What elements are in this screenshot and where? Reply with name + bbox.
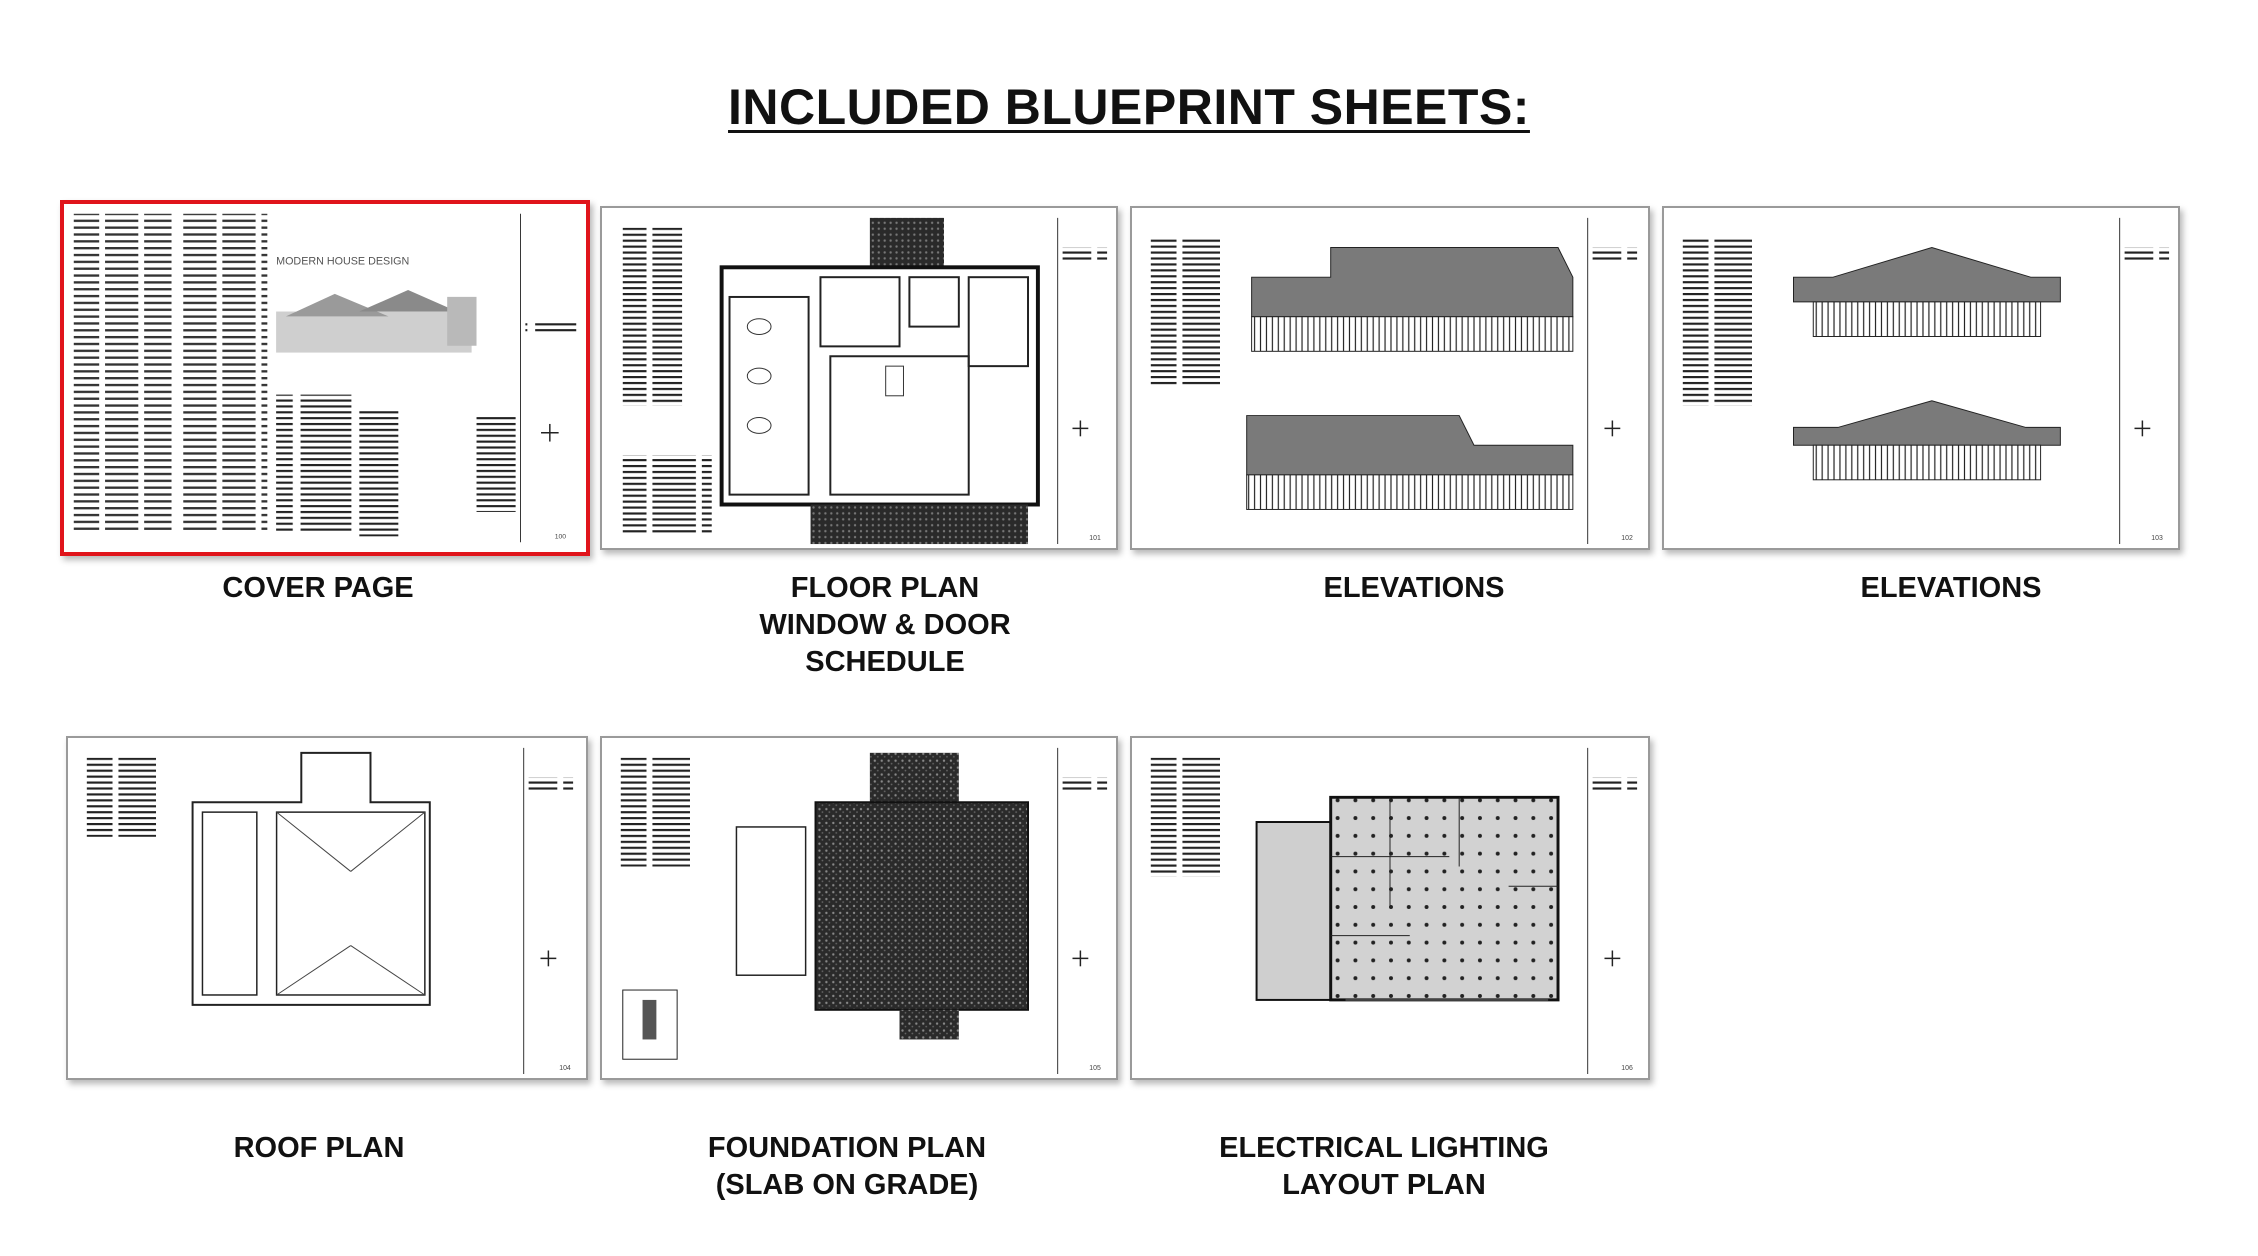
sheet-number: 106 bbox=[1621, 1065, 1633, 1073]
page-title: INCLUDED BLUEPRINT SHEETS: bbox=[728, 79, 1530, 135]
sheet-thumbnail-floor-plan[interactable] bbox=[600, 206, 1118, 550]
caption-elevations-2: ELEVATIONS bbox=[1860, 572, 2042, 604]
sheet-number: 101 bbox=[1089, 535, 1101, 543]
floor-plan-drawing bbox=[602, 208, 1116, 548]
sheet-number: 100 bbox=[554, 533, 567, 541]
caption-foundation-plan: FOUNDATION PLAN (SLAB ON GRADE) bbox=[707, 1132, 987, 1201]
sheet-number: 104 bbox=[559, 1065, 571, 1073]
electrical-plan-drawing bbox=[1132, 738, 1648, 1078]
sheet-thumbnail-electrical-lighting[interactable] bbox=[1130, 736, 1650, 1080]
sheet-thumbnail-foundation-plan[interactable] bbox=[600, 736, 1118, 1080]
caption-cover-page: COVER PAGE bbox=[222, 572, 414, 604]
elevations-drawing-1 bbox=[1132, 208, 1648, 548]
sheet-number: 103 bbox=[2151, 535, 2163, 543]
sheet-number: 102 bbox=[1621, 535, 1633, 543]
cover-page-drawing bbox=[64, 204, 586, 552]
sheet-thumbnail-cover-page[interactable] bbox=[60, 200, 590, 556]
caption-elevations-1: ELEVATIONS bbox=[1323, 572, 1505, 604]
sheet-thumbnail-elevations-1[interactable] bbox=[1130, 206, 1650, 550]
sheet-number: 105 bbox=[1089, 1065, 1101, 1073]
caption-electrical-lighting: ELECTRICAL LIGHTING LAYOUT PLAN bbox=[1219, 1132, 1549, 1201]
cover-heading: MODERN HOUSE DESIGN bbox=[276, 255, 410, 268]
sheet-thumbnail-roof-plan[interactable] bbox=[66, 736, 588, 1080]
sheet-thumbnail-elevations-2[interactable] bbox=[1662, 206, 2180, 550]
caption-roof-plan: ROOF PLAN bbox=[233, 1132, 405, 1164]
foundation-plan-drawing bbox=[602, 738, 1116, 1078]
caption-floor-plan: FLOOR PLAN WINDOW & DOOR SCHEDULE bbox=[759, 572, 1011, 678]
roof-plan-drawing bbox=[68, 738, 586, 1078]
elevations-drawing-2 bbox=[1664, 208, 2178, 548]
